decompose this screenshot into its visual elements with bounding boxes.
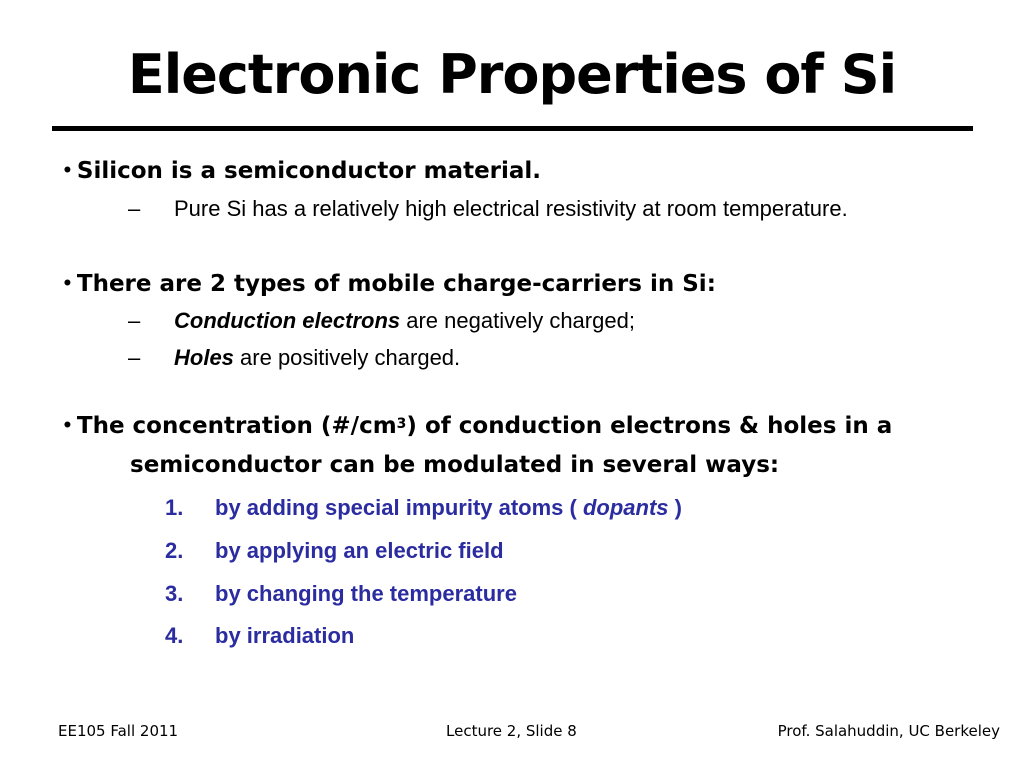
item-text: by changing the temperature [215, 581, 517, 606]
title-divider [52, 126, 973, 131]
sub-text: are positively charged. [233, 345, 461, 370]
sub-emphasis: Holes [174, 345, 234, 370]
bullet-item [62, 265, 716, 305]
bullet-text: The concentration (#/cm [76, 413, 397, 439]
item-text: by applying an electric field [215, 538, 504, 563]
item-number: 4. [165, 623, 184, 648]
bullet-text-rest: ) of conduction electrons & holes in a [406, 413, 893, 439]
bullet-text: There are 2 types of mobile charge-carriers in Si: [76, 271, 716, 297]
item-text-after: ) [668, 495, 682, 520]
sub-item [128, 193, 848, 225]
bullet-item [62, 407, 892, 447]
item-number: 3. [165, 581, 184, 606]
bullet-text: Silicon is a semiconductor material. [76, 158, 542, 184]
sub-text: are negatively charged; [400, 308, 635, 333]
footer-slide-number: Lecture 2, Slide 8 [446, 722, 577, 740]
numbered-item [165, 620, 354, 652]
footer-course: EE105 Fall 2011 [58, 722, 179, 740]
item-number: 2. [165, 538, 184, 563]
superscript: 3 [396, 416, 407, 432]
dash-icon: – [128, 345, 141, 370]
dash-icon: – [128, 308, 141, 333]
sub-emphasis: Conduction electrons [174, 308, 401, 333]
item-number: 1. [165, 495, 184, 520]
item-italic: dopants [582, 495, 669, 520]
slide-title: Electronic Properties of Si [127, 43, 897, 106]
bullet-icon: • [62, 161, 73, 181]
numbered-item [165, 578, 517, 610]
bullet-icon: • [62, 274, 73, 294]
bullet-continuation: semiconductor can be modulated in several ways: [130, 452, 780, 478]
numbered-item [165, 492, 682, 524]
footer-author: Prof. Salahuddin, UC Berkeley [777, 722, 1000, 740]
sub-item [128, 305, 635, 337]
item-text: by irradiation [215, 623, 355, 648]
numbered-item [165, 535, 504, 567]
bullet-icon: • [62, 416, 73, 436]
sub-item [128, 342, 460, 374]
bullet-item [62, 152, 541, 192]
item-text: by adding special impurity atoms ( [215, 495, 583, 520]
dash-icon: – [128, 196, 141, 221]
sub-text: Pure Si has a relatively high electrical resistivity at room temperature. [174, 196, 848, 221]
